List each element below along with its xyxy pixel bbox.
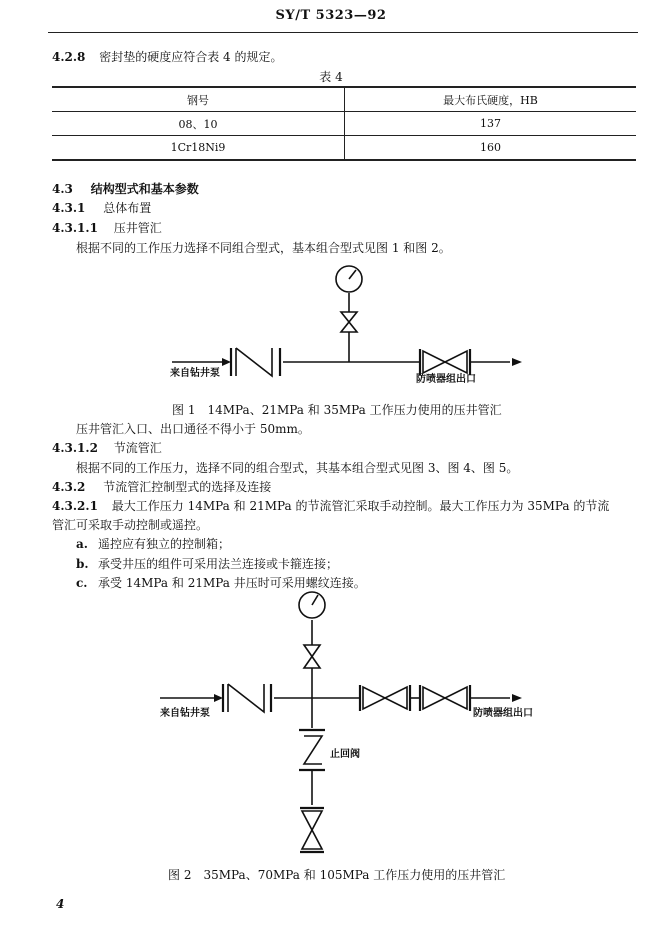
fig2-outlet-label: 防喷器组出口	[473, 708, 533, 719]
section-text: 密封垫的硬度应符合表 4 的规定。	[99, 50, 283, 64]
section-4-3-1	[52, 199, 151, 216]
paragraph-line: 最大工作压力 14MPa 和 21MPa 的节流管汇采取手动控制。最大工作压力为 35MPa 的节流	[111, 499, 610, 513]
list-item	[76, 535, 230, 552]
section-title: 节流管汇	[113, 441, 162, 455]
table-header-row	[52, 87, 636, 112]
list-label: a.	[76, 537, 88, 551]
section-title: 压井管汇	[113, 221, 162, 235]
table-cell: 08、10	[52, 112, 345, 136]
page-number: 4	[56, 897, 65, 911]
fig2-inlet-arrow-icon	[214, 694, 223, 702]
fig2-valve1-right	[385, 687, 407, 709]
fig2-small-valve	[304, 645, 320, 668]
fig2-valve2-left	[423, 687, 445, 709]
list-text: 承受 14MPa 和 21MPa 井压时可采用螺纹连接。	[98, 576, 366, 590]
paragraph: 根据不同的工作压力，选择不同的组合型式，其基本组合型式见图 3、图 4、图 5。	[76, 461, 519, 475]
fig2-inlet-label: 来自钻井泵	[160, 708, 210, 719]
section-number: 4.3.2	[52, 480, 86, 494]
fig1-outlet-label: 防喷器组出口	[416, 374, 476, 385]
section-4-3-2-1	[52, 497, 609, 514]
table-row	[52, 112, 636, 136]
fig1-outlet-arrow-icon	[512, 358, 522, 366]
section-title: 结构型式和基本参数	[90, 182, 199, 196]
section-4-3-2	[52, 478, 271, 495]
fig2-valve3-bottom	[302, 830, 322, 849]
fig1-pressure-gauge-icon	[336, 266, 362, 292]
fig1-inlet-arrow-icon	[222, 358, 231, 366]
section-number: 4.2.8	[52, 50, 86, 64]
paragraph: 压井管汇入口、出口通径不得小于 50mm。	[76, 422, 310, 436]
section-4-3	[52, 180, 199, 197]
section-4-2-8	[52, 48, 283, 65]
fig1-caption: 图 1 14MPa、21MPa 和 35MPa 工作压力使用的压井管汇	[172, 403, 502, 417]
fig2-valve3-top	[302, 811, 322, 830]
list-label: c.	[76, 576, 88, 590]
list-text: 遥控应有独立的控制箱；	[98, 537, 231, 551]
table-cell: 160	[480, 141, 501, 154]
paragraph-line: 管汇可采取手动控制或遥控。	[52, 518, 209, 532]
section-number: 4.3.1.2	[52, 441, 98, 455]
table-cell: 1Cr18Ni9	[52, 136, 345, 161]
fig1-small-valve	[341, 312, 357, 332]
fig2-pressure-gauge-icon	[299, 592, 325, 618]
section-title: 节流管汇控制型式的选择及连接	[103, 480, 272, 494]
fig2-check-valve-icon	[304, 736, 322, 764]
fig2-valve2-right	[445, 687, 467, 709]
fig2-gauge-needle	[312, 595, 318, 605]
list-label: b.	[76, 557, 89, 571]
section-4-3-1-2	[52, 439, 162, 456]
table-header-hardness: 最大布氏硬度，HB	[443, 93, 538, 107]
list-text: 承受井压的组件可采用法兰连接或卡箍连接；	[98, 557, 339, 571]
fig1-inlet-label: 来自钻井泵	[170, 368, 220, 379]
section-number: 4.3.2.1	[52, 499, 98, 513]
list-item	[76, 574, 366, 591]
standard-header: SY/T 5323—92	[275, 8, 387, 23]
section-4-3-1-1	[52, 219, 162, 236]
table-header-steel: 钢号	[52, 87, 345, 112]
section-title: 总体布置	[103, 201, 152, 215]
paragraph: 根据不同的工作压力选择不同组合型式，基本组合型式见图 1 和图 2。	[76, 241, 451, 255]
fig1-n-fitting	[236, 348, 272, 376]
fig1-gauge-needle	[349, 270, 356, 279]
fig2-n-fitting	[228, 684, 264, 712]
table-cell: 137	[480, 117, 501, 130]
hardness-table	[52, 86, 636, 161]
table-title: 表 4	[319, 70, 343, 84]
header-rule	[48, 32, 638, 33]
table-row	[52, 136, 636, 161]
list-item	[76, 555, 338, 572]
section-number: 4.3.1	[52, 201, 86, 215]
fig2-outlet-arrow-icon	[512, 694, 522, 702]
fig2-check-valve-label: 止回阀	[330, 749, 360, 760]
fig2-caption: 图 2 35MPa、70MPa 和 105MPa 工作压力使用的压井管汇	[168, 868, 506, 882]
section-number: 4.3.1.1	[52, 221, 98, 235]
section-number: 4.3	[52, 182, 73, 196]
fig2-valve1-left	[363, 687, 385, 709]
